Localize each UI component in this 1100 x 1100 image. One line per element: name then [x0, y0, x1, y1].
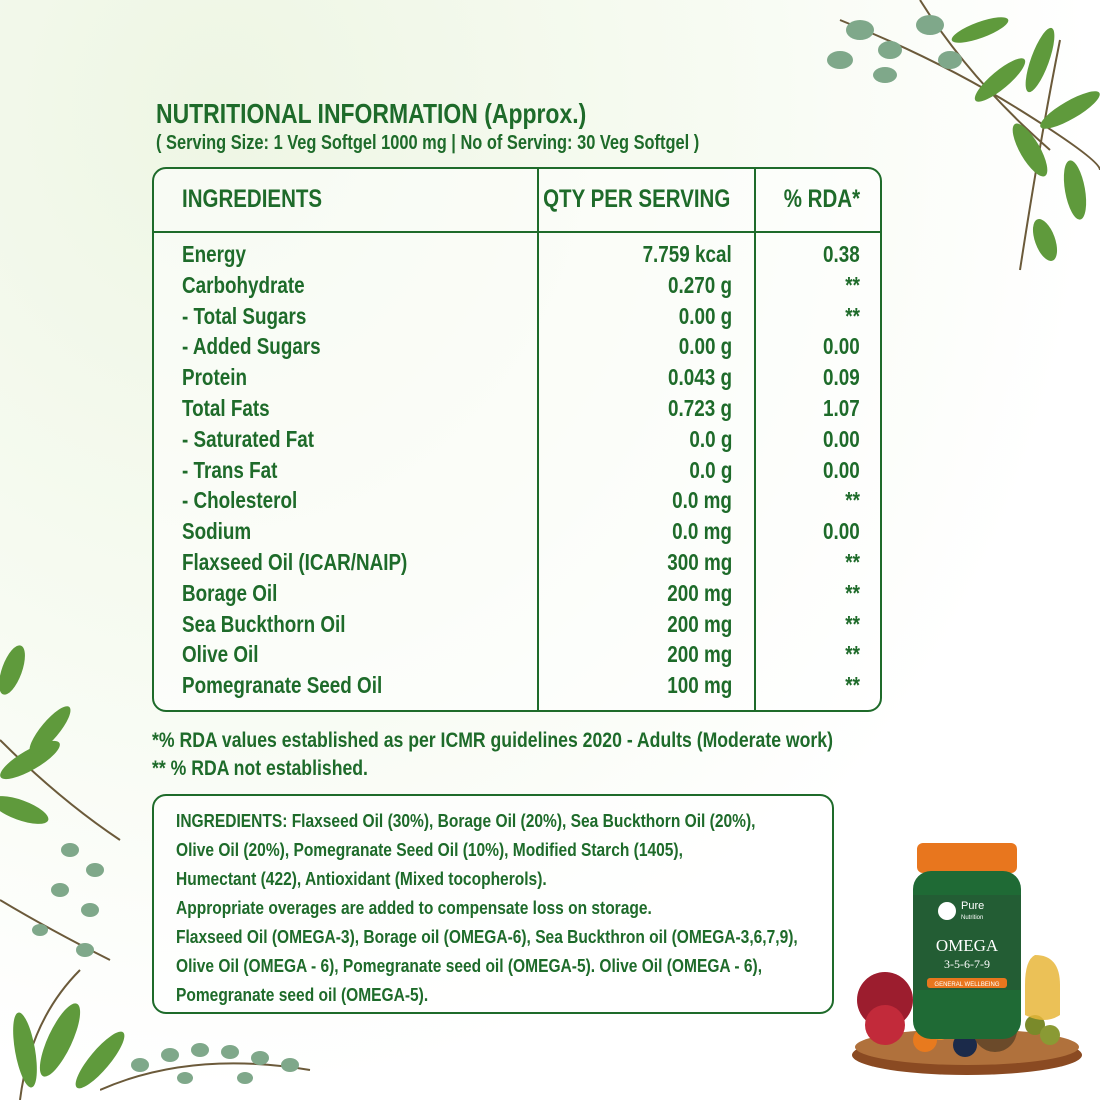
- rda-value: **: [845, 641, 860, 668]
- rda-value: **: [845, 610, 860, 637]
- rda-value: **: [845, 271, 860, 298]
- table-row: [154, 301, 880, 332]
- ingredient-name: - Added Sugars: [182, 333, 321, 360]
- ingredient-name: - Saturated Fat: [182, 425, 315, 452]
- product-bottle-image: [845, 835, 1090, 1080]
- qty-per-serving: 0.00 g: [678, 302, 732, 329]
- ingredients-text-line: Flaxseed Oil (OMEGA-3), Borage oil (OMEGA-6), Sea Buckthron oil (OMEGA-3,6,7,9),: [176, 926, 798, 947]
- leaf-branch-decoration: [100, 1010, 320, 1100]
- ingredients-text-line: Humectant (422), Antioxidant (Mixed tocopherols).: [176, 868, 547, 889]
- rda-value: 0.38: [823, 241, 860, 267]
- ingredient-name: Protein: [182, 364, 247, 391]
- qty-per-serving: 0.0 g: [689, 425, 732, 452]
- table-row: [154, 393, 880, 424]
- qty-per-serving: 0.270 g: [668, 271, 732, 298]
- qty-per-serving: 200 mg: [667, 579, 732, 606]
- rda-value: **: [845, 302, 860, 329]
- rda-value: **: [845, 672, 860, 699]
- table-row: [154, 485, 880, 516]
- ingredient-name: - Cholesterol: [182, 487, 298, 514]
- ingredient-name: Sodium: [182, 518, 252, 545]
- ingredients-box: [152, 794, 834, 1014]
- product-name: OMEGA: [935, 936, 999, 955]
- qty-per-serving: 200 mg: [667, 641, 732, 668]
- rda-footnote: *% RDA values established as per ICMR guidelines 2020 - Adults (Moderate work): [152, 729, 833, 752]
- table-row: [154, 516, 880, 547]
- ingredient-name: Sea Buckthorn Oil: [182, 610, 346, 637]
- rda-value: 0.09: [823, 364, 860, 391]
- ingredients-text-line: Olive Oil (OMEGA - 6), Pomegranate seed oil (OMEGA-5). Olive Oil (OMEGA - 6),: [176, 955, 763, 976]
- qty-per-serving: 0.723 g: [668, 394, 732, 421]
- qty-per-serving: 0.043 g: [668, 364, 732, 391]
- table-body: [154, 239, 880, 701]
- product-tag: GENERAL WELLBEING: [934, 982, 1000, 988]
- table-row: [154, 331, 880, 362]
- ingredient-name: - Total Sugars: [182, 302, 307, 329]
- table-row: [154, 670, 880, 701]
- ingredient-name: Borage Oil: [182, 579, 278, 606]
- table-row: [154, 239, 880, 270]
- qty-per-serving: 200 mg: [667, 610, 732, 637]
- rda-value: **: [845, 487, 860, 514]
- table-row: [154, 455, 880, 486]
- table-row: [154, 424, 880, 455]
- rda-value: **: [845, 548, 860, 575]
- rda-notes: [152, 727, 833, 783]
- serving-info: ( Serving Size: 1 Veg Softgel 1000 mg | No of Serving: 30 Veg Softgel ): [156, 132, 700, 154]
- rda-value: 0.00: [823, 333, 860, 360]
- rda-value: **: [845, 579, 860, 606]
- table-row: [154, 547, 880, 578]
- rda-value: 0.00: [823, 456, 860, 483]
- table-row: [154, 270, 880, 301]
- ingredients-text-line: Olive Oil (20%), Pomegranate Seed Oil (10%), Modified Starch (1405),: [176, 839, 683, 860]
- rda-value: 0.00: [823, 425, 860, 452]
- product-brand: Pure: [961, 900, 985, 912]
- ingredient-name: Carbohydrate: [182, 271, 305, 298]
- column-header-rda: % RDA*: [783, 185, 860, 213]
- table-row: [154, 362, 880, 393]
- ingredients-text-line: Appropriate overages are added to compensate loss on storage.: [176, 897, 652, 918]
- page-title: NUTRITIONAL INFORMATION (Approx.): [156, 98, 587, 129]
- qty-per-serving: 7.759 kcal: [642, 241, 732, 267]
- not-established-footnote: ** % RDA not established.: [152, 757, 368, 780]
- qty-per-serving: 0.0 mg: [672, 487, 732, 514]
- table-row: [154, 639, 880, 670]
- ingredient-name: Pomegranate Seed Oil: [182, 672, 383, 699]
- ingredient-name: Flaxseed Oil (ICAR/NAIP): [182, 548, 408, 575]
- table-row: [154, 578, 880, 609]
- ingredients-text-line: Pomegranate seed oil (OMEGA-5).: [176, 984, 429, 1005]
- rda-value: 0.00: [823, 518, 860, 545]
- qty-per-serving: 0.0 g: [689, 456, 732, 483]
- table-row: [154, 609, 880, 640]
- ingredient-name: Total Fats: [182, 394, 270, 421]
- ingredient-name: Energy: [182, 241, 246, 267]
- column-header-ingredients: INGREDIENTS: [182, 185, 323, 213]
- nutrition-table: [152, 167, 882, 712]
- qty-per-serving: 100 mg: [667, 672, 732, 699]
- header-divider: [154, 231, 880, 233]
- ingredient-name: - Trans Fat: [182, 456, 278, 483]
- ingredients-text-line: INGREDIENTS: Flaxseed Oil (30%), Borage Oil (20%), Sea Buckthorn Oil (20%),: [176, 810, 756, 831]
- qty-per-serving: 0.00 g: [678, 333, 732, 360]
- qty-per-serving: 300 mg: [667, 548, 732, 575]
- column-header-qty: QTY PER SERVING: [542, 185, 730, 213]
- rda-value: 1.07: [823, 394, 860, 421]
- ingredient-name: Olive Oil: [182, 641, 259, 668]
- product-brand-sub: Nutrition: [961, 915, 984, 921]
- qty-per-serving: 0.0 mg: [672, 518, 732, 545]
- product-numbers: 3-5-6-7-9: [944, 957, 990, 971]
